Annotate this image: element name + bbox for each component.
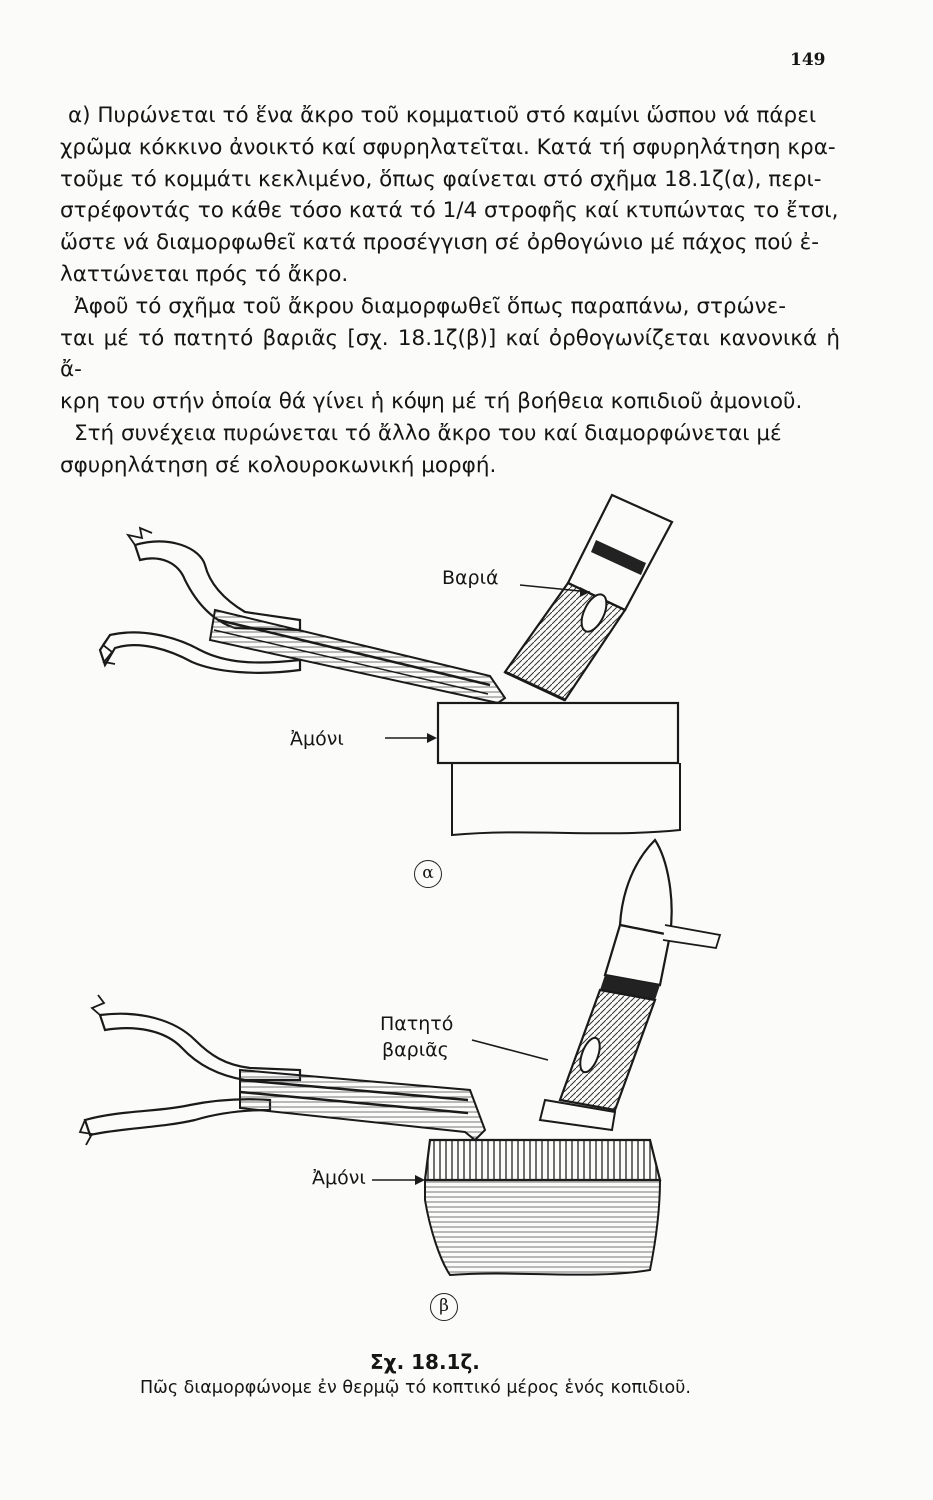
text-line: ται μέ τό πατητό βαριᾶς [σχ. 18.1ζ(β)] καί ὀρθογωνίζεται κανονικά ἡ ἄ- <box>60 325 840 383</box>
text-line: στρέφοντάς το κάθε τόσο κατά τό 1/4 στροφῆς καί κτυπώντας το ἔτσι, <box>60 198 839 224</box>
text-line: λαττώνεται πρός τό ἄκρο. <box>60 261 349 287</box>
marker-a: α <box>414 860 442 888</box>
marker-b: β <box>430 1293 458 1321</box>
text-line: α) Πυρώνεται τό ἕνα ἄκρο τοῦ κομματιοῦ στό καμίνι ὥσπου νά πάρει <box>68 103 817 128</box>
text-line: χρῶμα κόκκινο ἀνοικτό καί σφυρηλατεῖται. Κατά τή σφυρηλάτηση κρα- <box>60 134 836 160</box>
anvil-b-body <box>425 1180 660 1275</box>
anvil-a <box>438 703 678 763</box>
caption-number: Σχ. 18.1ζ. <box>370 1350 480 1374</box>
caption-text: Πῶς διαμορφώνομε ἐν θερμῷ τό κοπτικό μέρος ἑνός κοπιδιοῦ. <box>140 1378 691 1398</box>
text-line: σφυρηλάτηση σέ κολουροκωνική μορφή. <box>60 452 497 478</box>
text-line: Ἀφοῦ τό σχῆμα τοῦ ἄκρου διαμορφωθεῖ ὅπως παραπάνω, στρώνε- <box>74 293 786 319</box>
page-number: 149 <box>790 50 826 70</box>
label-hammer: Βαριά <box>442 567 499 589</box>
anvil-b-top <box>425 1140 660 1180</box>
hammer <box>505 495 672 700</box>
text-line: κρη του στήν ὁποία θά γίνει ἡ κόψη μέ τή βοήθεια κοπιδιοῦ ἀμονιοῦ. <box>60 389 803 415</box>
label-anvil-b: Ἀμόνι <box>312 1167 366 1189</box>
tongs-jaw-upper-b <box>100 1014 300 1080</box>
label-set-hammer-line1: Πατητό <box>380 1013 454 1035</box>
set-hammer <box>540 840 720 1130</box>
leader-set-hammer <box>472 1040 548 1060</box>
label-anvil-a: Ἀμόνι <box>290 728 344 750</box>
anvil-a-body <box>452 763 680 835</box>
workpiece-bar-a <box>210 610 505 703</box>
workpiece-bar-b <box>240 1070 485 1140</box>
text-line: τοῦμε τό κομμάτι κεκλιμένο, ὅπως φαίνεται στό σχῆμα 18.1ζ(α), περι- <box>60 166 822 192</box>
figure-a <box>100 495 680 835</box>
text-line: ὥστε νά διαμορφωθεῖ κατά προσέγγιση σέ ὀρθογώνιο μέ πάχος πού ἐ- <box>60 230 820 256</box>
text-line: Στή συνέχεια πυρώνεται τό ἄλλο ἄκρο του καί διαμορφώνεται μέ <box>74 420 782 446</box>
label-set-hammer-line2: βαριᾶς <box>382 1039 449 1061</box>
